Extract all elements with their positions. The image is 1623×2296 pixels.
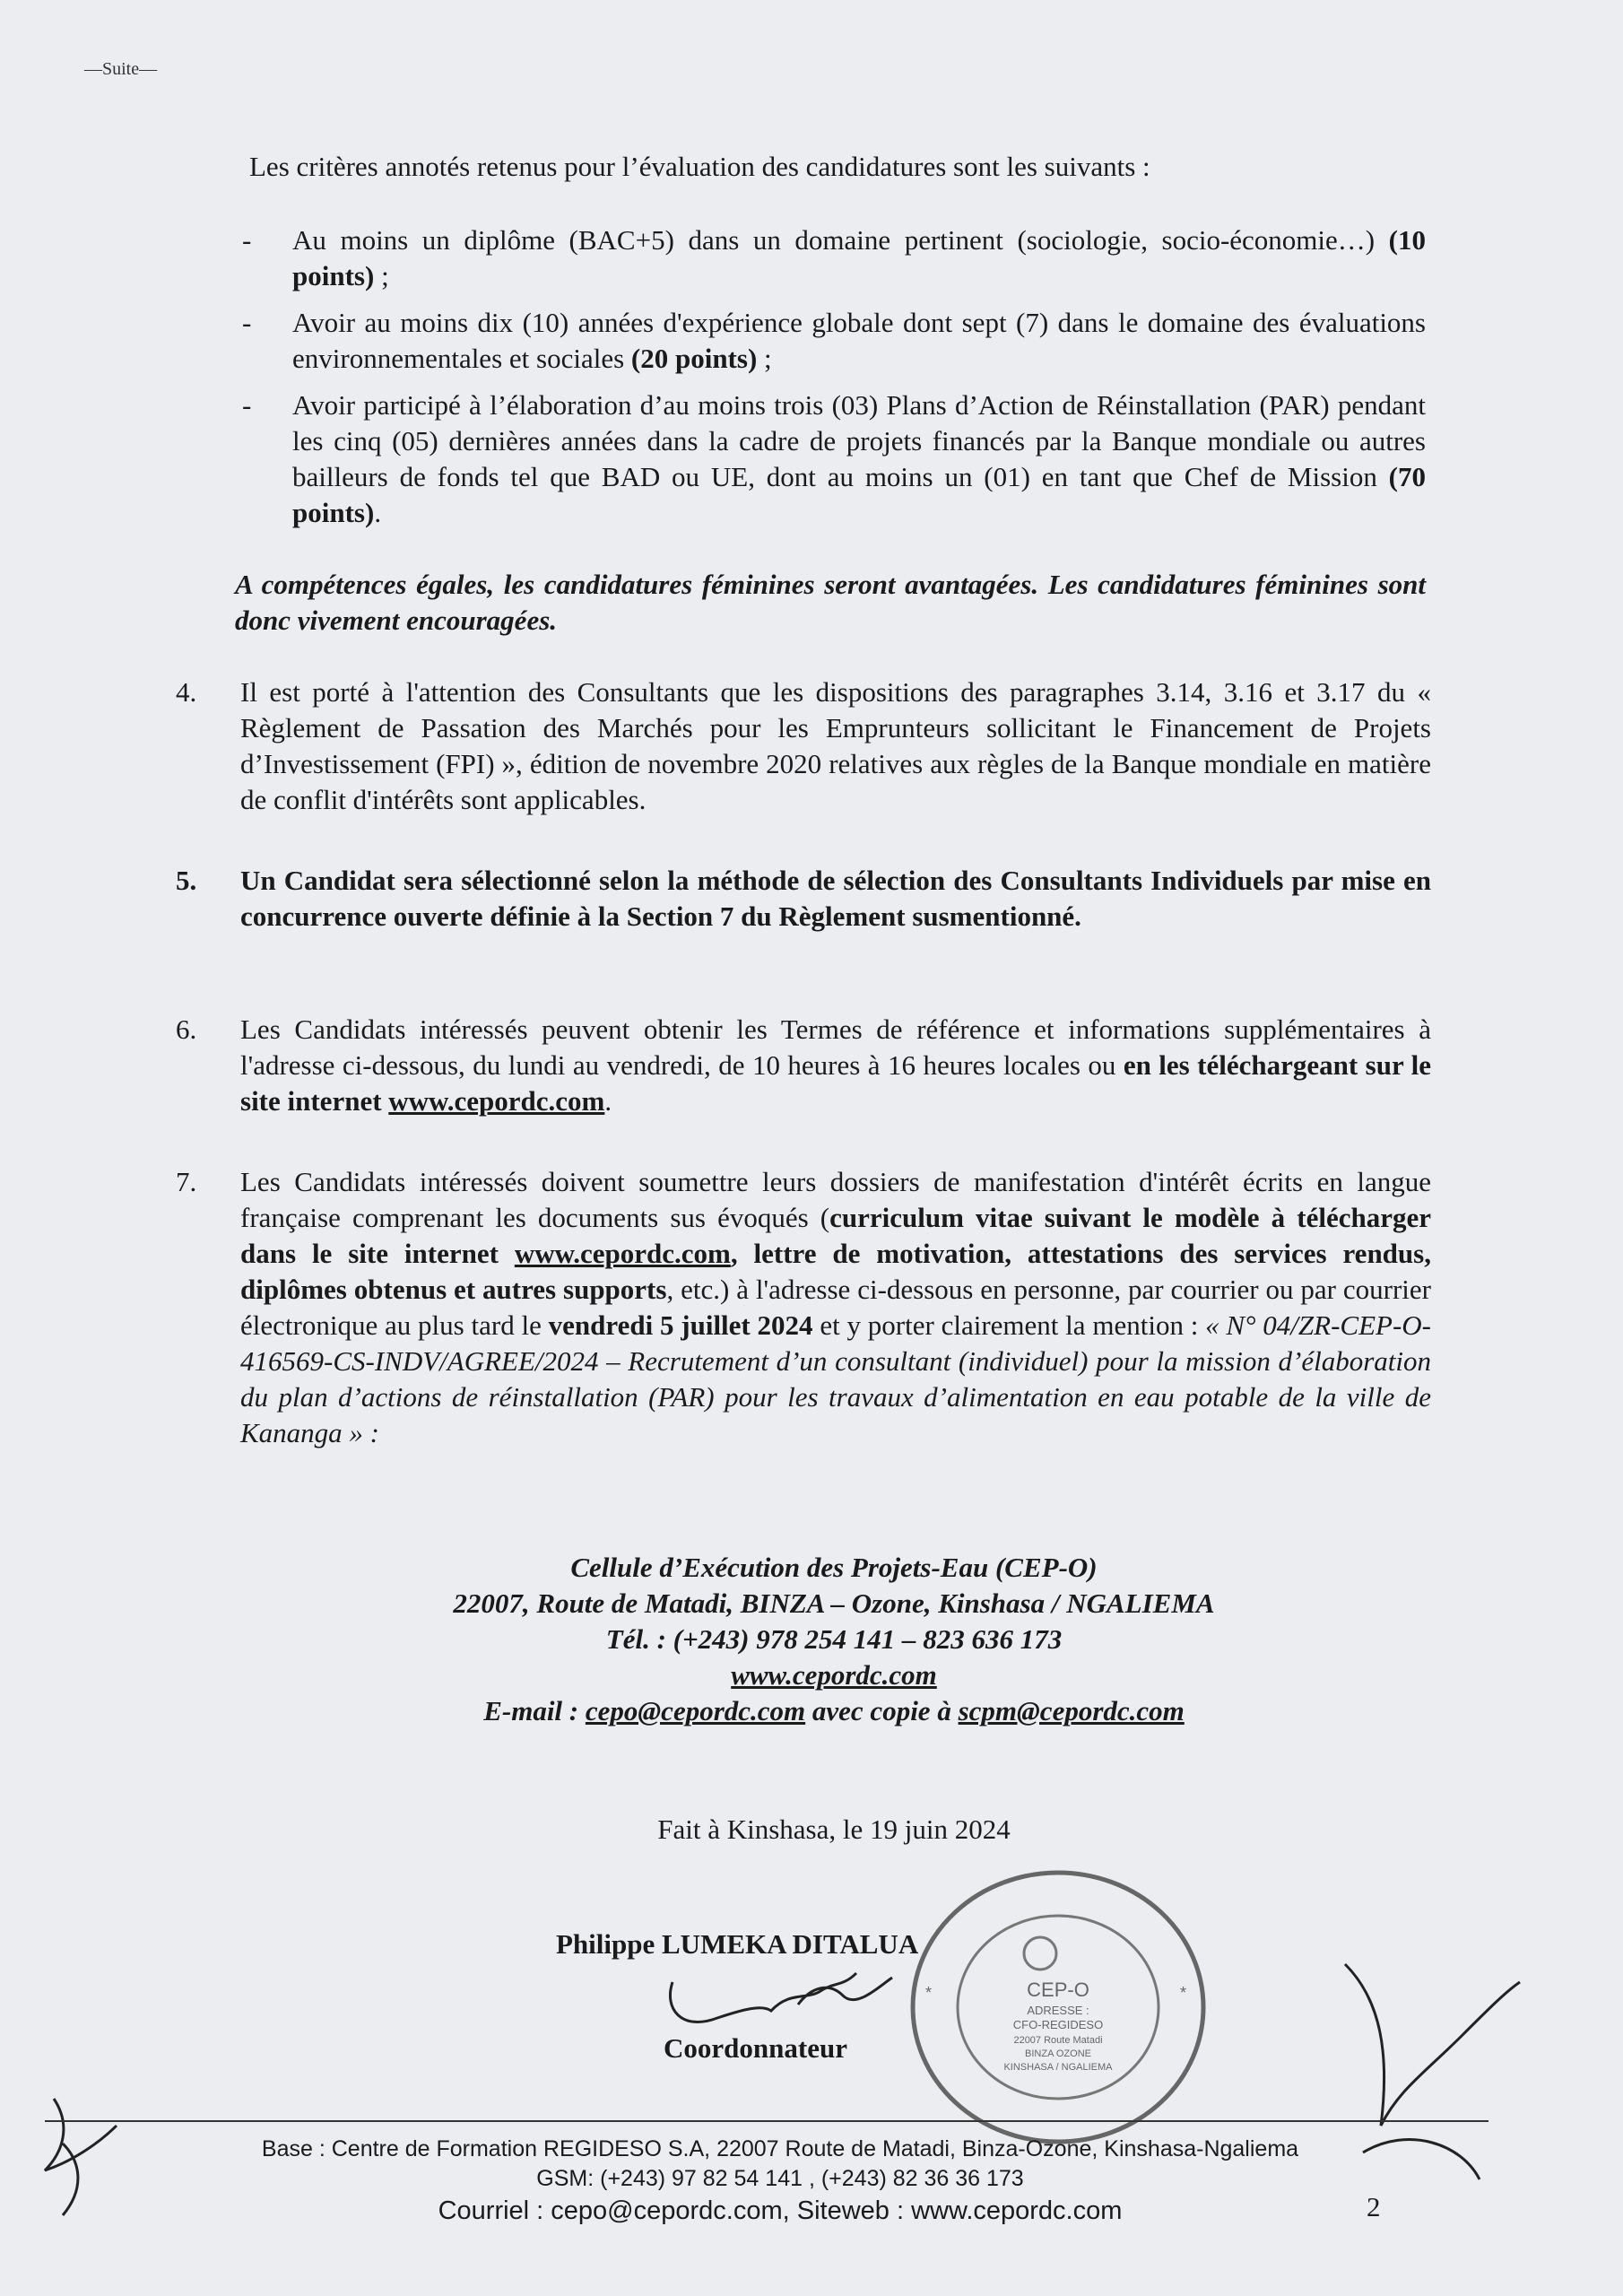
gender-note: A compétences égales, les candidatures féminines seront avantagées. Les candidatures féminines sont donc vivement encouragées.: [235, 569, 1426, 636]
criterion-text: Avoir participé à l’élaboration d’au moins trois (03) Plans d’Action de Réinstallation (PAR) pendant les cinq (05) dernières années dans la cadre de projets financés par la Banque mondiale ou autres bailleurs de fonds tel que BAD ou UE, dont au moins un (01) en tant que Chef de Mission (70 points).: [292, 389, 1426, 528]
paragraph-6: [176, 1012, 1431, 1119]
initials-scribble: [36, 2090, 135, 2224]
organization-name: Cellule d’Exécution des Projets-Eau (CEP-O): [570, 1552, 1098, 1583]
organization-phone: Tél. : (+243) 978 254 141 – 823 636 173: [605, 1623, 1063, 1655]
criteria-intro: Les critères annotés retenus pour l’évaluation des candidatures sont les suivants :: [249, 151, 1150, 182]
svg-text:*: *: [925, 1984, 933, 2002]
criteria-list: [242, 222, 1426, 542]
criterion-text: Avoir au moins dix (10) années d'expérience globale dont sept (7) dans le domaine des évaluations environnementales et sociales (20 points) ;: [292, 307, 1426, 374]
footer-contact: Courriel : cepo@cepordc.com, Siteweb : www.cepordc.com: [438, 2196, 1123, 2225]
paragraph-5: [176, 863, 1431, 935]
continuation-marker: —Suite—: [84, 59, 158, 79]
footer-divider: [45, 2120, 1488, 2122]
paragraph-number: 6.: [176, 1013, 197, 1045]
website-link[interactable]: www.cepordc.com: [388, 1085, 605, 1117]
paragraph-4: [176, 674, 1431, 818]
svg-text:22007 Route Matadi: 22007 Route Matadi: [1013, 2035, 1103, 2046]
page-footer: [135, 2135, 1426, 2228]
handwritten-signature: [664, 1955, 906, 2036]
paragraph-7: [176, 1164, 1431, 1451]
bullet-dash: -: [242, 389, 252, 421]
paragraph-text: Les Candidats intéressés doivent soumettre leurs dossiers de manifestation d'intérêt écrits en langue française comprenant les documents sus évoqués (curriculum vitae suivant le modèle à télécharger dans le site internet www.cepordc.com, lettre de motivation, attestations des services rendus, diplômes obtenus et autres supports, etc.) à l'adresse ci-dessous en personne, par courrier ou par courrier électronique au plus tard le vendredi 5 juillet 2024 et y porter clairement la mention : « N° 04/ZR-CEP-O-416569-CS-INDV/AGREE/2024 – Recrutement d’un consultant (individuel) pour la mission d’élaboration du plan d’actions de réinstallation (PAR) pour les travaux d’alimentation en eau potable de la ville de Kananga » :: [240, 1166, 1431, 1448]
footer-base-address: Base : Centre de Formation REGIDESO S.A, 22007 Route de Matadi, Binza-Ozone, Kinshasa-Ngaliema: [261, 2136, 1299, 2161]
email-link[interactable]: cepo@cepordc.com: [585, 1695, 806, 1726]
svg-text:CFO-REGIDESO: CFO-REGIDESO: [1012, 2018, 1104, 2031]
criterion-item: [242, 387, 1426, 531]
copy-email-link[interactable]: scpm@cepordc.com: [958, 1695, 1185, 1726]
svg-text:*: *: [1180, 1984, 1187, 2002]
bullet-dash: -: [242, 307, 252, 338]
footer-phone: GSM: (+243) 97 82 54 141 , (+243) 82 36 36 173: [536, 2166, 1024, 2191]
page-number: 2: [1367, 2191, 1381, 2222]
signer-name: Philippe LUMEKA DITALUA: [556, 1928, 919, 1960]
svg-text:BINZA OZONE: BINZA OZONE: [1025, 2048, 1091, 2059]
organization-address: 22007, Route de Matadi, BINZA – Ozone, Kinshasa / NGALIEMA: [453, 1587, 1215, 1619]
website-link[interactable]: www.cepordc.com: [514, 1238, 731, 1269]
criterion-text: Au moins un diplôme (BAC+5) dans un domaine pertinent (sociologie, socio-économie…) (10 points) ;: [292, 224, 1426, 291]
criterion-item: [242, 222, 1426, 294]
svg-text:KINSHASA / NGALIEMA: KINSHASA / NGALIEMA: [1003, 2062, 1113, 2073]
paragraph-text: Les Candidats intéressés peuvent obtenir les Termes de référence et informations supplémentaires à l'adresse ci-dessous, du lundi au vendredi, de 10 heures à 16 heures locales ou en les téléchargeant sur le site internet www.cepordc.com.: [240, 1013, 1432, 1117]
paragraph-number: 5.: [176, 865, 197, 896]
svg-text:CEP-O: CEP-O: [1027, 1979, 1089, 2001]
place-date: Fait à Kinshasa, le 19 juin 2024: [657, 1813, 1011, 1845]
contact-email-line: E-mail : cepo@cepordc.com avec copie à scpm@cepordc.com: [483, 1695, 1185, 1726]
svg-text:ADRESSE :: ADRESSE :: [1027, 2004, 1089, 2017]
criterion-item: [242, 305, 1426, 377]
contact-block: [269, 1550, 1399, 1729]
official-stamp-seal: [906, 1864, 1211, 2151]
paragraph-number: 7.: [176, 1166, 197, 1197]
paragraph-number: 4.: [176, 676, 197, 708]
contact-website-link[interactable]: www.cepordc.com: [731, 1659, 937, 1691]
paragraph-text: Un Candidat sera sélectionné selon la méthode de sélection des Consultants Individuels par mise en concurrence ouverte définie à la Section 7 du Règlement susmentionné.: [240, 865, 1431, 932]
paragraph-text: Il est porté à l'attention des Consultants que les dispositions des paragraphes 3.14, 3.16 et 3.17 du « Règlement de Passation des Marchés pour les Emprunteurs sollicitant le Financement de Projets d’Investissement (FPI) », édition de novembre 2020 relatives aux règles de la Banque mondiale en matière de conflit d'intérêts sont applicables.: [240, 676, 1431, 815]
signer-title: Coordonnateur: [664, 2032, 847, 2064]
bullet-dash: -: [242, 224, 252, 256]
